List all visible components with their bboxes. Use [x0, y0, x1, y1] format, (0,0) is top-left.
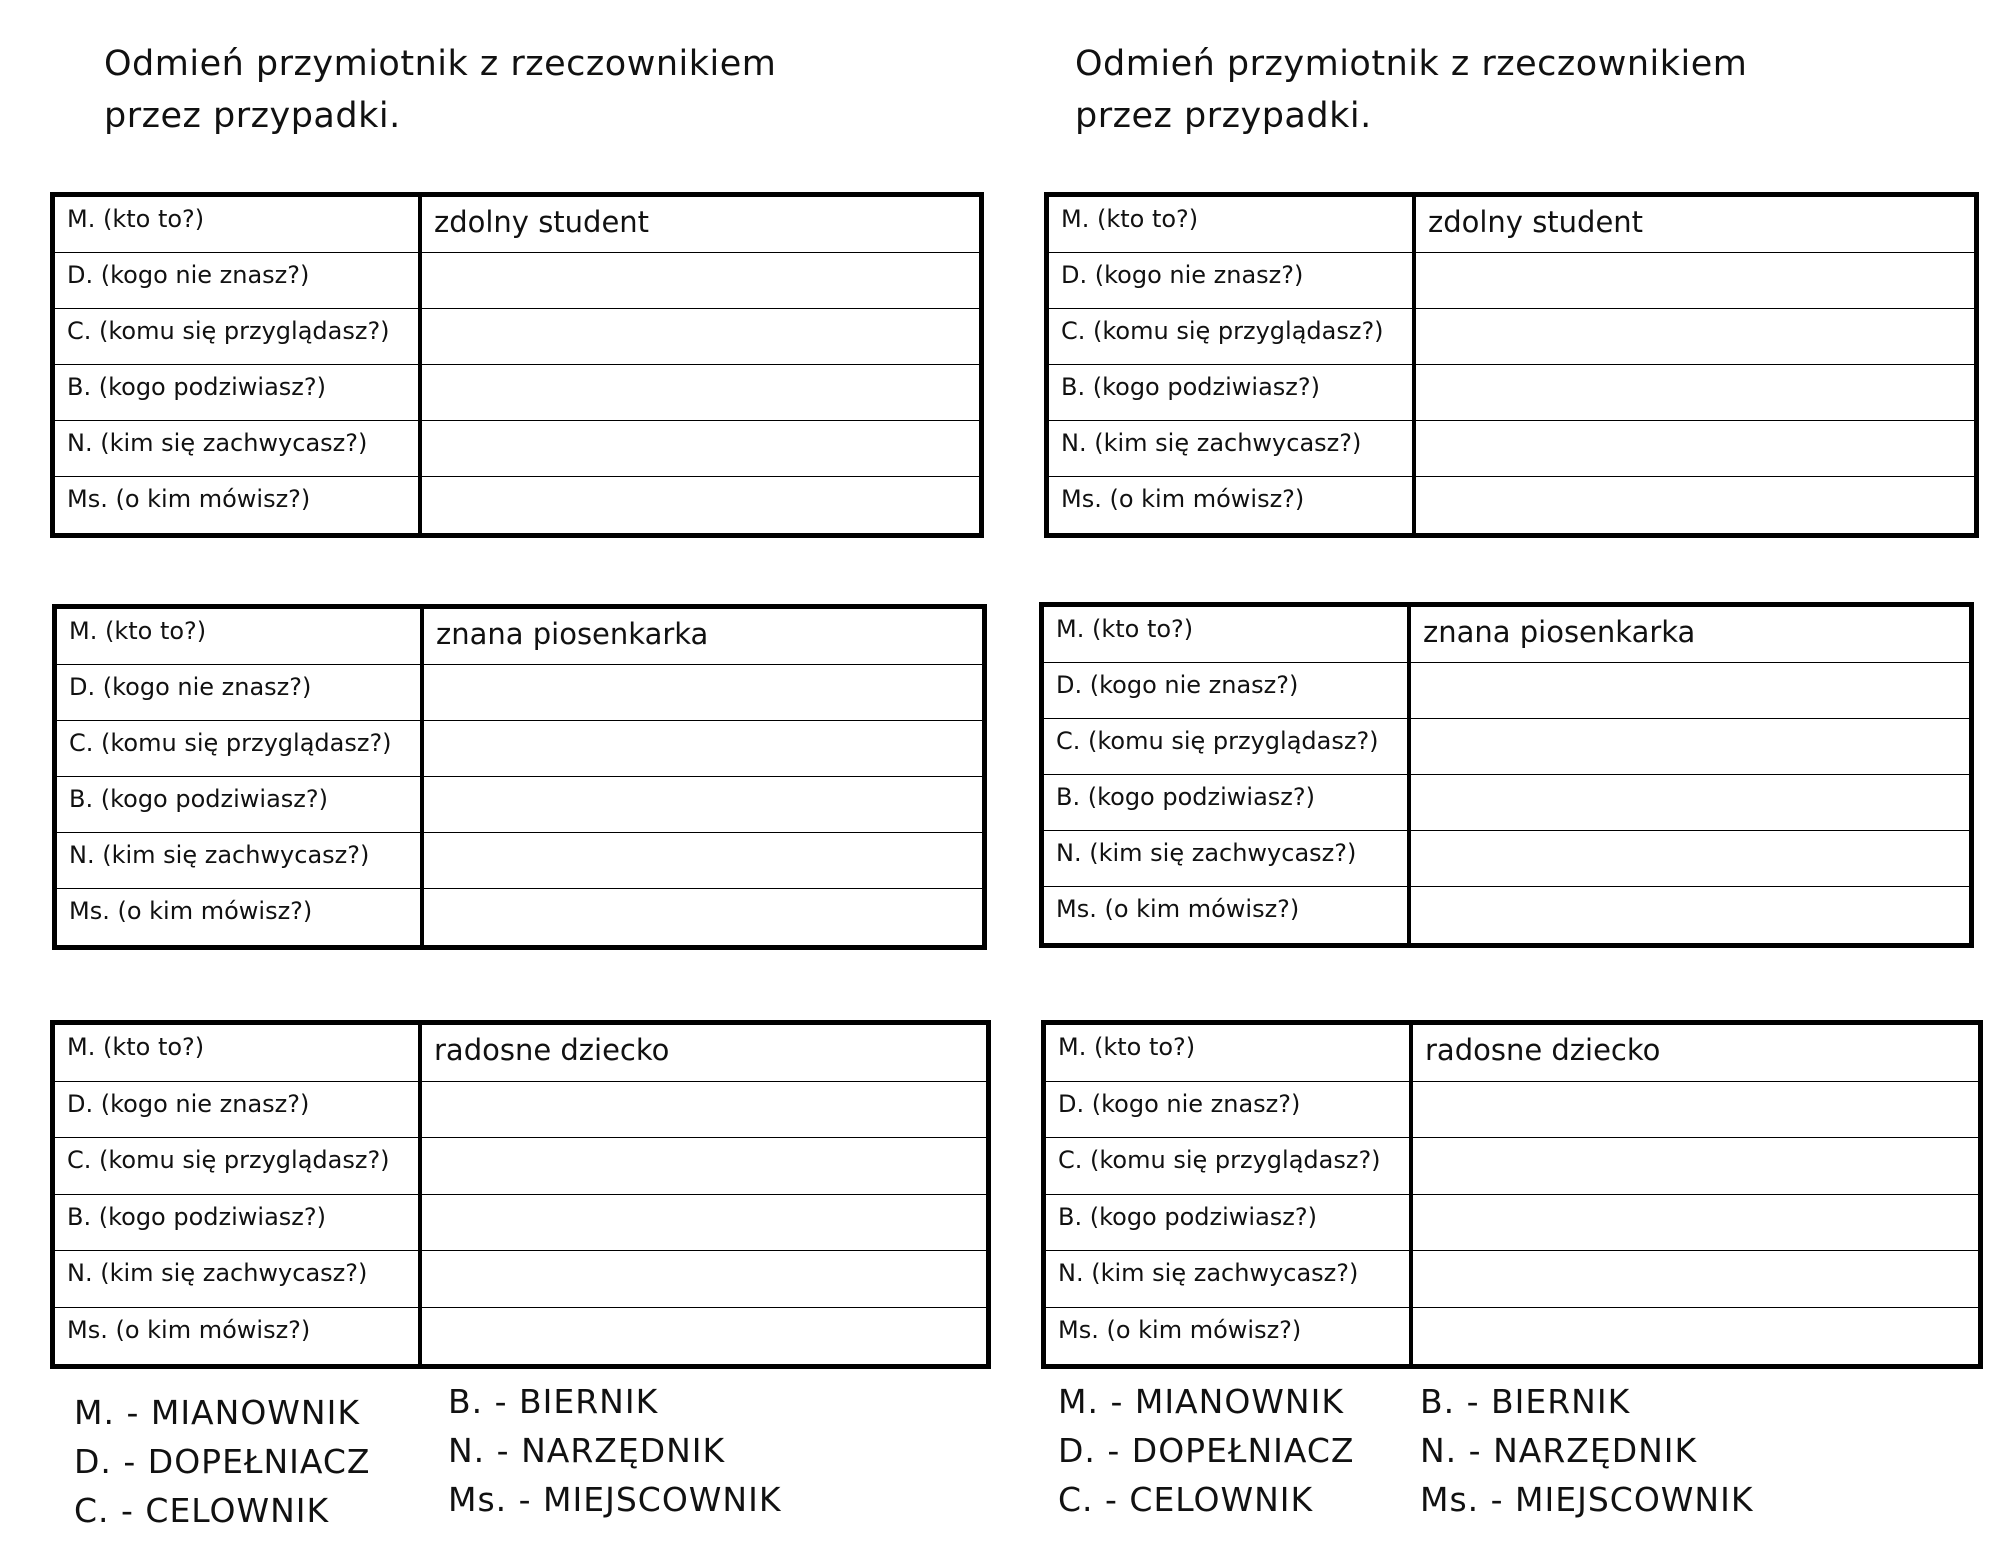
legend-item: Ms. - MIEJSCOWNIK — [1420, 1480, 1754, 1519]
case-question: M. (kto to?) — [55, 1025, 422, 1082]
legend-item: C. - CELOWNIK — [1058, 1480, 1314, 1519]
case-question: N. (kim się zachwycasz?) — [1046, 1251, 1413, 1308]
case-question: Ms. (o kim mówisz?) — [55, 477, 422, 533]
declension-table — [50, 192, 984, 538]
case-question: D. (kogo nie znasz?) — [55, 1082, 422, 1139]
case-question: Ms. (o kim mówisz?) — [1046, 1308, 1413, 1365]
case-question: Ms. (o kim mówisz?) — [55, 1308, 422, 1365]
case-question: C. (komu się przyglądasz?) — [55, 309, 422, 365]
case-question: N. (kim się zachwycasz?) — [1044, 831, 1411, 887]
answer-cell[interactable] — [422, 1308, 986, 1365]
case-question: B. (kogo podziwiasz?) — [55, 365, 422, 421]
answer-cell[interactable] — [422, 421, 979, 477]
case-question: C. (komu się przyglądasz?) — [1046, 1138, 1413, 1195]
answer-cell[interactable] — [422, 309, 979, 365]
case-question: C. (komu się przyglądasz?) — [1044, 719, 1411, 775]
case-question: D. (kogo nie znasz?) — [57, 665, 424, 721]
answer-cell[interactable] — [422, 1195, 986, 1252]
answer-cell[interactable] — [422, 253, 979, 309]
legend-item: Ms. - MIEJSCOWNIK — [448, 1480, 782, 1519]
answer-cell[interactable] — [424, 889, 982, 945]
legend-item: D. - DOPEŁNIACZ — [74, 1442, 371, 1481]
legend-right-col1 — [1058, 1377, 1355, 1524]
answer-cell[interactable] — [1413, 1082, 1978, 1139]
answer-cell[interactable] — [1411, 831, 1969, 887]
case-question: D. (kogo nie znasz?) — [1049, 253, 1416, 309]
answer-cell[interactable] — [422, 477, 979, 533]
instruction-line: Odmień przymiotnik z rzeczownikiem — [104, 44, 777, 84]
instruction-left — [104, 38, 776, 142]
case-question: M. (kto to?) — [1049, 197, 1416, 253]
case-question: B. (kogo podziwiasz?) — [57, 777, 424, 833]
legend-item: N. - NARZĘDNIK — [1420, 1431, 1698, 1470]
answer-cell[interactable] — [424, 833, 982, 889]
answer-cell[interactable] — [1411, 775, 1969, 831]
legend-item: M. - MIANOWNIK — [74, 1393, 360, 1432]
case-question: N. (kim się zachwycasz?) — [57, 833, 424, 889]
case-question: N. (kim się zachwycasz?) — [55, 1251, 422, 1308]
declension-table — [1041, 1020, 1983, 1369]
case-question: Ms. (o kim mówisz?) — [1049, 477, 1416, 533]
case-question: M. (kto to?) — [1046, 1025, 1413, 1082]
phrase-cell: zdolny student — [422, 197, 979, 253]
case-question: B. (kogo podziwiasz?) — [1044, 775, 1411, 831]
phrase-cell: radosne dziecko — [1413, 1025, 1978, 1082]
answer-cell[interactable] — [1411, 663, 1969, 719]
answer-cell[interactable] — [1416, 477, 1974, 533]
answer-cell[interactable] — [1416, 253, 1974, 309]
case-question: N. (kim się zachwycasz?) — [55, 421, 422, 477]
answer-cell[interactable] — [1416, 365, 1974, 421]
legend-item: N. - NARZĘDNIK — [448, 1431, 726, 1470]
answer-cell[interactable] — [1413, 1308, 1978, 1365]
case-question: B. (kogo podziwiasz?) — [55, 1195, 422, 1252]
answer-cell[interactable] — [1416, 309, 1974, 365]
answer-cell[interactable] — [1416, 421, 1974, 477]
phrase-cell: znana piosenkarka — [424, 609, 982, 665]
phrase-cell: zdolny student — [1416, 197, 1974, 253]
answer-cell[interactable] — [422, 1138, 986, 1195]
answer-cell[interactable] — [1411, 719, 1969, 775]
case-question: D. (kogo nie znasz?) — [1046, 1082, 1413, 1139]
answer-cell[interactable] — [1413, 1195, 1978, 1252]
case-question: Ms. (o kim mówisz?) — [1044, 887, 1411, 943]
answer-cell[interactable] — [424, 777, 982, 833]
legend-item: C. - CELOWNIK — [74, 1491, 330, 1530]
case-question: B. (kogo podziwiasz?) — [1046, 1195, 1413, 1252]
legend-right-col2 — [1420, 1377, 1753, 1524]
case-question: Ms. (o kim mówisz?) — [57, 889, 424, 945]
legend-item: B. - BIERNIK — [448, 1382, 659, 1421]
answer-cell[interactable] — [424, 721, 982, 777]
answer-cell[interactable] — [1411, 887, 1969, 943]
declension-table — [1044, 192, 1979, 538]
legend-left-col2 — [448, 1377, 781, 1524]
case-question: D. (kogo nie znasz?) — [55, 253, 422, 309]
legend-item: M. - MIANOWNIK — [1058, 1382, 1344, 1421]
instruction-right — [1075, 38, 1747, 142]
answer-cell[interactable] — [422, 1082, 986, 1139]
phrase-cell: znana piosenkarka — [1411, 607, 1969, 663]
legend-item: D. - DOPEŁNIACZ — [1058, 1431, 1355, 1470]
instruction-line: przez przypadki. — [104, 96, 401, 136]
answer-cell[interactable] — [1413, 1251, 1978, 1308]
legend-left-col1 — [74, 1388, 371, 1535]
instruction-line: Odmień przymiotnik z rzeczownikiem — [1075, 44, 1748, 84]
phrase-cell: radosne dziecko — [422, 1025, 986, 1082]
case-question: C. (komu się przyglądasz?) — [55, 1138, 422, 1195]
answer-cell[interactable] — [422, 1251, 986, 1308]
declension-table — [52, 604, 987, 950]
answer-cell[interactable] — [424, 665, 982, 721]
instruction-line: przez przypadki. — [1075, 96, 1372, 136]
case-question: M. (kto to?) — [1044, 607, 1411, 663]
case-question: M. (kto to?) — [55, 197, 422, 253]
case-question: M. (kto to?) — [57, 609, 424, 665]
legend-item: B. - BIERNIK — [1420, 1382, 1631, 1421]
answer-cell[interactable] — [422, 365, 979, 421]
declension-table — [1039, 602, 1974, 948]
case-question: C. (komu się przyglądasz?) — [57, 721, 424, 777]
case-question: C. (komu się przyglądasz?) — [1049, 309, 1416, 365]
case-question: B. (kogo podziwiasz?) — [1049, 365, 1416, 421]
answer-cell[interactable] — [1413, 1138, 1978, 1195]
case-question: D. (kogo nie znasz?) — [1044, 663, 1411, 719]
case-question: N. (kim się zachwycasz?) — [1049, 421, 1416, 477]
declension-table — [50, 1020, 991, 1369]
